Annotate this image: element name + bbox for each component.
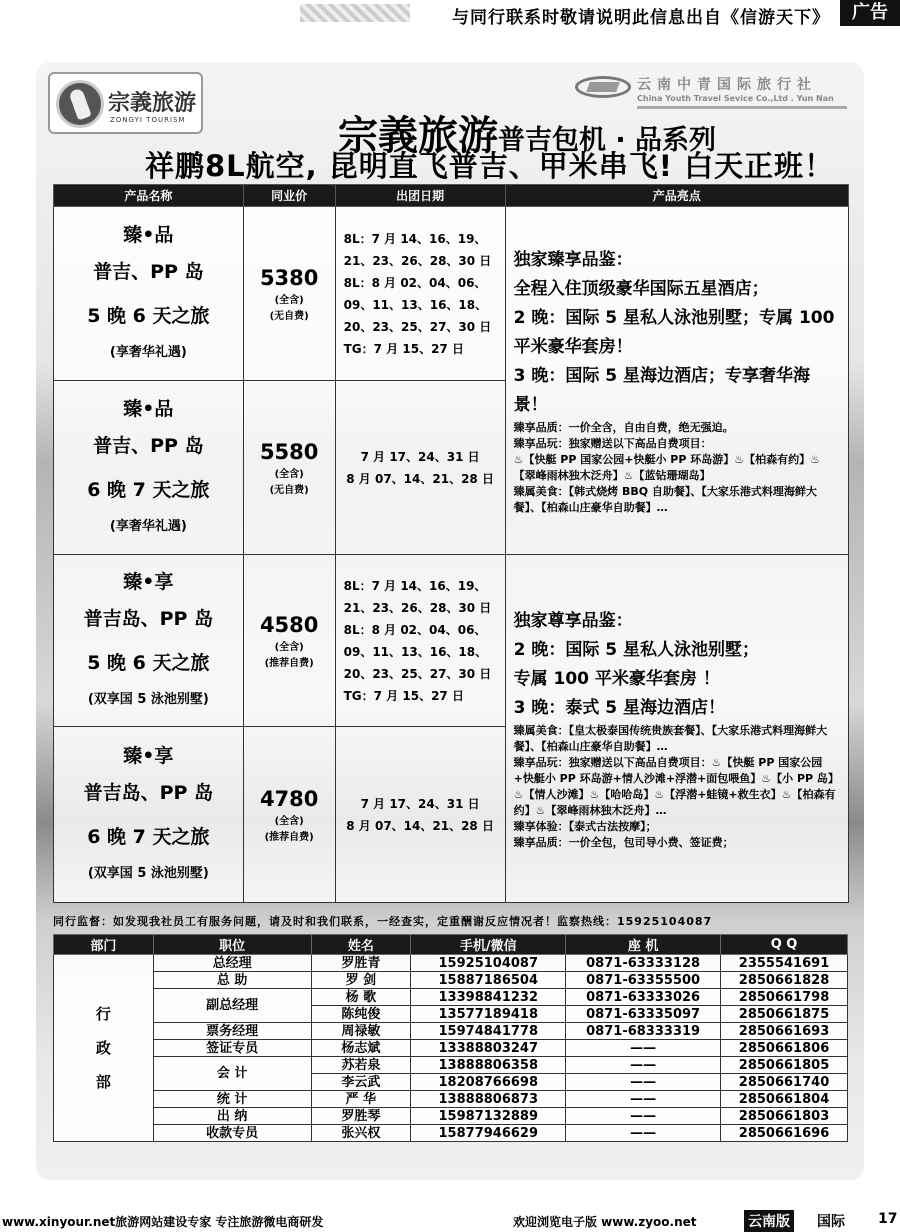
top-notice: 与同行联系时敬请说明此信息出自《信游天下》 bbox=[452, 8, 830, 28]
highlights-cell bbox=[505, 555, 848, 903]
header-price: 同业价 bbox=[243, 185, 335, 207]
highlight-line: 专属 100 平米豪华套房 ！ bbox=[513, 668, 720, 689]
product-route: 普吉、PP 岛 bbox=[93, 434, 204, 457]
dept-char: 政 bbox=[95, 1039, 111, 1057]
qq-cell: 2850661875 bbox=[721, 1006, 848, 1023]
name-cell: 杨志斌 bbox=[311, 1040, 411, 1057]
position-cell: 出 纳 bbox=[153, 1108, 311, 1125]
table-row bbox=[54, 1023, 848, 1040]
qq-cell: 2850661798 bbox=[721, 989, 848, 1006]
price-value: 4780 bbox=[259, 786, 319, 811]
price-note: (全含) bbox=[274, 294, 304, 306]
name-cell: 杨 歌 bbox=[311, 989, 411, 1006]
footer-website-left[interactable]: www.xinyour.net旅游网站建设专家 专注旅游微电商研发 bbox=[2, 1215, 324, 1229]
mobile-cell: 15877946629 bbox=[411, 1125, 566, 1142]
product-table bbox=[53, 184, 849, 903]
qq-cell: 2850661696 bbox=[721, 1125, 848, 1142]
agency-emblem-icon bbox=[575, 76, 631, 98]
date-line: 8 月 07、14、21、28 日 bbox=[346, 471, 494, 486]
highlight-detail: 臻享品质：一价全含，自由自费，绝无强迫。 bbox=[513, 420, 734, 434]
qq-cell: 2850661693 bbox=[721, 1023, 848, 1040]
landline-cell: 0871-63333026 bbox=[566, 989, 721, 1006]
product-table-header bbox=[54, 185, 849, 207]
mobile-cell: 15974841778 bbox=[411, 1023, 566, 1040]
title-brand: 宗義旅游 bbox=[338, 113, 498, 159]
date-line: 20、23、25、27、30 日 bbox=[343, 319, 492, 334]
agency-english-name: China Youth Travel Sevice Co.,Ltd . Yun Nan bbox=[637, 94, 834, 103]
price-note: (推荐自费) bbox=[264, 657, 314, 669]
header-position: 职位 bbox=[153, 935, 311, 955]
date-line: TG：7 月 15、27 日 bbox=[343, 341, 464, 356]
highlight-line: 2 晚：国际 5 星私人泳池别墅； bbox=[513, 639, 760, 660]
date-line: 8L：7 月 14、16、19、 bbox=[343, 578, 487, 593]
price-note: (推荐自费) bbox=[264, 831, 314, 843]
page-number: 17 bbox=[878, 1211, 898, 1227]
header-qq: Q Q bbox=[721, 935, 848, 955]
price-note: (无自费) bbox=[269, 310, 309, 322]
name-cell: 周禄敏 bbox=[311, 1023, 411, 1040]
dates-cell bbox=[335, 207, 505, 381]
landline-cell: —— bbox=[566, 1108, 721, 1125]
product-duration: 5 晚 6 天之旅 bbox=[87, 651, 210, 674]
table-row bbox=[54, 972, 848, 989]
header-mobile: 手机/微信 bbox=[411, 935, 566, 955]
table-row bbox=[54, 555, 849, 727]
qq-cell: 2850661828 bbox=[721, 972, 848, 989]
product-route: 普吉岛、PP 岛 bbox=[83, 781, 214, 804]
product-name-cell bbox=[54, 381, 244, 555]
date-line: 21、23、26、28、30 日 bbox=[343, 600, 492, 615]
footer-website-right[interactable]: 欢迎浏览电子版 www.zyoo.net bbox=[513, 1215, 697, 1229]
date-line: 8L：8 月 02、04、06、 bbox=[343, 622, 487, 637]
qq-cell: 2850661805 bbox=[721, 1057, 848, 1074]
product-note: (享奢华礼遇) bbox=[109, 518, 187, 534]
header-highlights: 产品亮点 bbox=[505, 185, 848, 207]
landline-cell: 0871-68333319 bbox=[566, 1023, 721, 1040]
section-label: 国际 bbox=[817, 1214, 845, 1230]
highlight-line: 独家臻享品鉴： bbox=[513, 249, 633, 270]
dept-char: 行 bbox=[95, 1005, 111, 1023]
mobile-cell: 15887186504 bbox=[411, 972, 566, 989]
table-row bbox=[54, 1108, 848, 1125]
table-row bbox=[54, 955, 848, 972]
header-landline: 座 机 bbox=[566, 935, 721, 955]
dates-cell bbox=[335, 727, 505, 903]
product-duration: 6 晚 7 天之旅 bbox=[87, 478, 210, 501]
table-row bbox=[54, 1125, 848, 1142]
position-cell: 总经理 bbox=[153, 955, 311, 972]
date-line: 7 月 17、24、31 日 bbox=[360, 449, 480, 464]
name-cell: 李云武 bbox=[311, 1074, 411, 1091]
name-cell: 罗胜青 bbox=[311, 955, 411, 972]
header-dept: 部门 bbox=[54, 935, 154, 955]
price-cell bbox=[243, 381, 335, 555]
price-cell bbox=[243, 727, 335, 903]
mobile-cell: 13577189418 bbox=[411, 1006, 566, 1023]
footprint-logo-icon bbox=[56, 80, 104, 128]
date-line: 8L：8 月 02、04、06、 bbox=[343, 275, 487, 290]
date-line: TG：7 月 15、27 日 bbox=[343, 688, 464, 703]
product-route: 普吉、PP 岛 bbox=[93, 260, 204, 283]
dates-cell bbox=[335, 555, 505, 727]
product-note: (享奢华礼遇) bbox=[109, 344, 187, 360]
mobile-cell: 15925104087 bbox=[411, 955, 566, 972]
supervision-notice: 同行监督：如发现我社员工有服务问题，请及时和我们联系，一经查实，定重酬谢反应情况者！监察热线：15925104087 bbox=[53, 915, 713, 928]
header-name: 姓名 bbox=[311, 935, 411, 955]
name-cell: 罗 剑 bbox=[311, 972, 411, 989]
qq-cell: 2850661804 bbox=[721, 1091, 848, 1108]
qq-cell: 2850661806 bbox=[721, 1040, 848, 1057]
price-cell bbox=[243, 207, 335, 381]
highlight-detail: 臻属美食：【皇太极泰国传统贵族套餐】、【大家乐港式料理海鲜大餐】、【柏森山庄豪华自助餐】… bbox=[513, 723, 828, 753]
highlight-line: 3 晚：国际 5 星海边酒店；专享奢华海景！ bbox=[513, 365, 811, 415]
qq-cell: 2850661803 bbox=[721, 1108, 848, 1125]
landline-cell: —— bbox=[566, 1057, 721, 1074]
landline-cell: —— bbox=[566, 1040, 721, 1057]
contact-table bbox=[53, 934, 848, 1142]
landline-cell: —— bbox=[566, 1091, 721, 1108]
mobile-cell: 15987132889 bbox=[411, 1108, 566, 1125]
position-cell: 总 助 bbox=[153, 972, 311, 989]
table-row bbox=[54, 989, 848, 1006]
qq-cell: 2850661740 bbox=[721, 1074, 848, 1091]
top-bar bbox=[0, 0, 900, 26]
name-cell: 苏若泉 bbox=[311, 1057, 411, 1074]
product-duration: 6 晚 7 天之旅 bbox=[87, 825, 210, 848]
product-tier: 臻•享 bbox=[123, 570, 174, 593]
price-note: (全含) bbox=[274, 641, 304, 653]
highlights-cell bbox=[505, 207, 848, 555]
highlight-line: 3 晚：泰式 5 星海边酒店！ bbox=[513, 697, 726, 718]
landline-cell: —— bbox=[566, 1125, 721, 1142]
price-value: 5580 bbox=[259, 439, 319, 464]
page-subtitle: 祥鹏8L航空, 昆明直飞普吉、甲米串飞! 白天正班！ bbox=[145, 149, 835, 183]
landline-cell: 0871-63333128 bbox=[566, 955, 721, 972]
price-note: (全含) bbox=[274, 468, 304, 480]
decorative-pattern bbox=[300, 4, 410, 22]
logo-name: 宗義旅游 bbox=[108, 91, 197, 116]
highlight-detail: 臻享体验：【泰式古法按摩】； bbox=[513, 819, 657, 833]
mobile-cell: 13398841232 bbox=[411, 989, 566, 1006]
date-line: 20、23、25、27、30 日 bbox=[343, 666, 492, 681]
highlight-line: 2 晚：国际 5 星私人泳池别墅；专属 100 平米豪华套房！ bbox=[513, 307, 835, 357]
ad-tag: 广告 bbox=[840, 0, 900, 26]
date-line: 21、23、26、28、30 日 bbox=[343, 253, 492, 268]
header-dates: 出团日期 bbox=[335, 185, 505, 207]
price-value: 5380 bbox=[259, 265, 319, 290]
name-cell: 陈纯俊 bbox=[311, 1006, 411, 1023]
landline-cell: 0871-63355500 bbox=[566, 972, 721, 989]
price-cell bbox=[243, 555, 335, 727]
table-row bbox=[54, 207, 849, 381]
highlight-line: 独家尊享品鉴： bbox=[513, 610, 633, 631]
position-cell: 收款专员 bbox=[153, 1125, 311, 1142]
product-tier: 臻•品 bbox=[123, 397, 174, 420]
price-value: 4580 bbox=[259, 612, 319, 637]
landline-cell: 0871-63335097 bbox=[566, 1006, 721, 1023]
date-line: 7 月 17、24、31 日 bbox=[360, 796, 480, 811]
department-cell bbox=[54, 955, 154, 1142]
product-tier: 臻•品 bbox=[123, 223, 174, 246]
position-cell: 签证专员 bbox=[153, 1040, 311, 1057]
product-tier: 臻•享 bbox=[123, 744, 174, 767]
name-cell: 罗胜琴 bbox=[311, 1108, 411, 1125]
name-cell: 张兴权 bbox=[311, 1125, 411, 1142]
highlight-detail: 臻享品玩：独家赠送以下高品自费项目：♨【快艇 PP 国家公园+快艇小 PP 环岛游+情人沙滩+浮潜+面包喂鱼】♨【小 PP 岛】♨【情人沙滩】♨【哈哈岛】♨【浮潜+蛙镜+救生衣】♨【柏森有约】♨【翠峰雨林独木泛舟】… bbox=[513, 755, 839, 817]
brand-logo bbox=[48, 72, 203, 134]
contact-table-header bbox=[54, 935, 848, 955]
price-note: (无自费) bbox=[269, 484, 309, 496]
highlight-line: 全程入住顶级豪华国际五星酒店； bbox=[513, 278, 769, 299]
position-cell: 副总经理 bbox=[153, 989, 311, 1023]
product-name-cell bbox=[54, 555, 244, 727]
product-note: (双享国 5 泳池别墅) bbox=[87, 691, 209, 707]
name-cell: 严 华 bbox=[311, 1091, 411, 1108]
price-note: (全含) bbox=[274, 815, 304, 827]
product-name-cell bbox=[54, 207, 244, 381]
mobile-cell: 13888806873 bbox=[411, 1091, 566, 1108]
mobile-cell: 13388803247 bbox=[411, 1040, 566, 1057]
product-note: (双享国 5 泳池别墅) bbox=[87, 865, 209, 881]
mobile-cell: 18208766698 bbox=[411, 1074, 566, 1091]
position-cell: 统 计 bbox=[153, 1091, 311, 1108]
date-line: 09、11、13、16、18、 bbox=[343, 644, 488, 659]
agency-name: 云南中青国际旅行社 bbox=[637, 77, 817, 93]
table-row bbox=[54, 1091, 848, 1108]
product-duration: 5 晚 6 天之旅 bbox=[87, 304, 210, 327]
edition-badge: 云南版 bbox=[744, 1210, 794, 1232]
position-cell: 会 计 bbox=[153, 1057, 311, 1091]
title-series: 普吉包机 · 品系列 bbox=[498, 125, 717, 156]
highlight-detail: 臻属美食：【韩式烧烤 BBQ 自助餐】、【大家乐港式料理海鲜大餐】、【柏森山庄豪华自助餐】… bbox=[513, 484, 817, 514]
highlight-detail: ♨【快艇 PP 国家公园+快艇小 PP 环岛游】♨【柏森有约】♨【翠峰雨林独木泛舟】♨【蓝钻珊瑚岛】 bbox=[513, 452, 820, 482]
product-name-cell bbox=[54, 727, 244, 903]
highlight-detail: 臻享品质：一价全包，包司导小费、签证费； bbox=[513, 835, 734, 849]
mobile-cell: 13888806358 bbox=[411, 1057, 566, 1074]
product-route: 普吉岛、PP 岛 bbox=[83, 607, 214, 630]
dept-char: 部 bbox=[95, 1073, 111, 1091]
qq-cell: 2355541691 bbox=[721, 955, 848, 972]
date-line: 09、11、13、16、18、 bbox=[343, 297, 488, 312]
date-line: 8L：7 月 14、16、19、 bbox=[343, 231, 487, 246]
header-product-name: 产品名称 bbox=[54, 185, 244, 207]
table-row bbox=[54, 1057, 848, 1074]
highlight-detail: 臻享品玩：独家赠送以下高品自费项目： bbox=[513, 436, 712, 450]
landline-cell: —— bbox=[566, 1074, 721, 1091]
page-footer bbox=[0, 1210, 900, 1230]
logo-subtitle: ZONGYI TOURISM bbox=[110, 116, 186, 124]
date-line: 8 月 07、14、21、28 日 bbox=[346, 818, 494, 833]
dates-cell bbox=[335, 381, 505, 555]
table-row bbox=[54, 1040, 848, 1057]
position-cell: 票务经理 bbox=[153, 1023, 311, 1040]
